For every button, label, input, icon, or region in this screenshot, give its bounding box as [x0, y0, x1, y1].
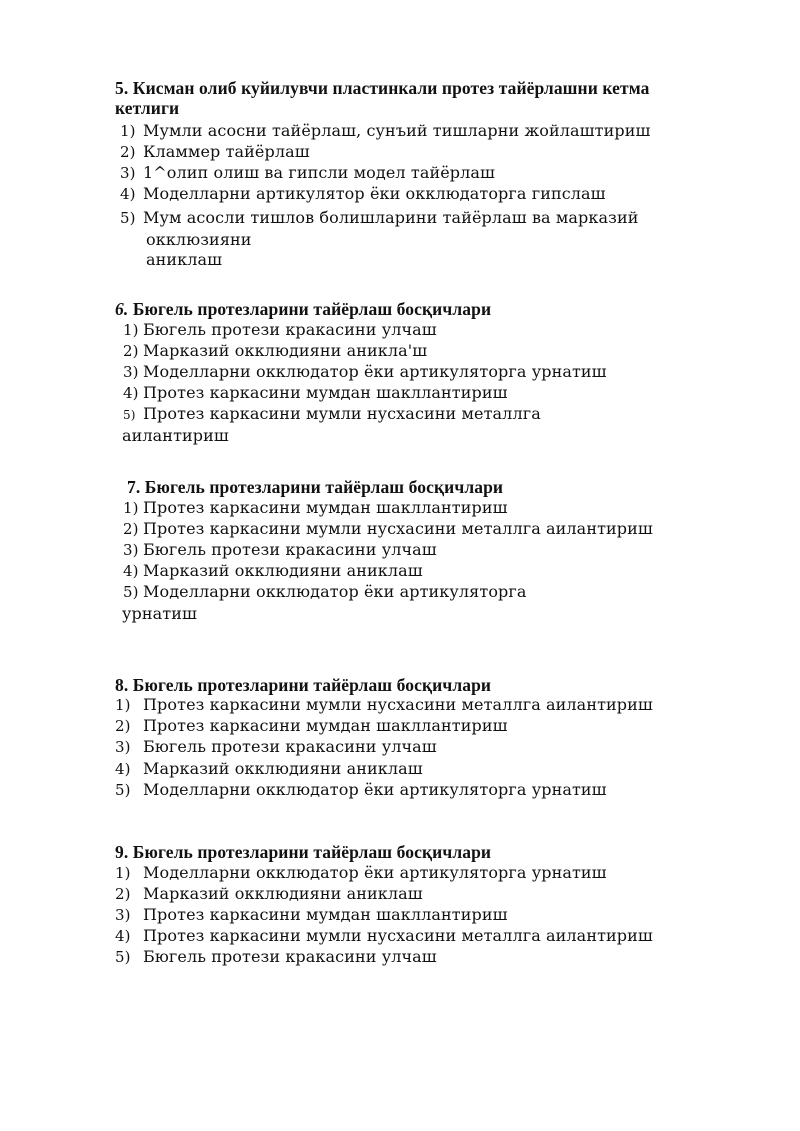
- list-item-continuation: аилантириш: [122, 426, 229, 445]
- list-item: 5) Моделларни окклюдатор ёки артикуляторга урнатиш: [115, 780, 607, 799]
- list-item: 3) Моделларни окклюдатор ёки артикуляторга урнатиш: [123, 362, 607, 381]
- list-item: 2) Кламмер тайёрлаш: [120, 142, 310, 161]
- list-item: 4) Протез каркасини мумли нусхасини металлга аилантириш: [115, 926, 653, 945]
- list-item: 5) Бюгель протези кракасини улчаш: [115, 947, 437, 966]
- list-item: 3) Бюгель протези кракасини улчаш: [115, 737, 437, 756]
- list-item: 4) Марказий окклюдияни аниклаш: [115, 759, 423, 778]
- list-item: 3) Бюгель протези кракасини улчаш: [123, 540, 437, 559]
- list-item: 2) Протез каркасини мумли нусхасини металлга аилантириш: [123, 519, 653, 538]
- question-9-title: 9. Бюгель протезларини тайёрлаш босқичлари: [115, 842, 492, 862]
- list-item: 3) Протез каркасини мумдан шакллантириш: [115, 905, 508, 924]
- list-item: 5) Мум асосли тишлов болишларини тайёрлаш ва марказий: [120, 208, 639, 227]
- list-item: 1) Моделларни окклюдатор ёки артикуляторга урнатиш: [115, 863, 607, 882]
- list-item: 2) Протез каркасини мумдан шакллантириш: [115, 716, 508, 735]
- list-item: 4) Протез каркасини мумдан шакллантириш: [123, 383, 508, 402]
- list-item: 5) Моделларни окклюдатор ёки артикуляторга: [123, 582, 527, 601]
- list-item-continuation: окклюзияни: [146, 230, 252, 249]
- list-item-continuation: урнатиш: [122, 604, 197, 623]
- list-item: 2) Марказий окклюдияни аниклаш: [115, 884, 423, 903]
- list-item: 4) Моделларни артикулятор ёки окклюдаторга гипслаш: [120, 184, 606, 203]
- list-item: 2) Марказий окклюдияни аникла'ш: [123, 341, 428, 360]
- list-item-continuation: аниклаш: [146, 250, 223, 269]
- list-item: 3) 1^олип олиш ва гипсли модел тайёрлаш: [120, 163, 496, 182]
- list-item: 4) Марказий окклюдияни аниклаш: [123, 561, 423, 580]
- list-item: 1) Протез каркасини мумдан шакллантириш: [123, 498, 508, 517]
- question-6-title: 6. Бюгель протезларини тайёрлаш босқичлари: [115, 299, 492, 319]
- list-item: 5) Протез каркасини мумли нусхасини металлга: [123, 404, 541, 423]
- question-7-title: 7. Бюгель протезларини тайёрлаш босқичлари: [127, 477, 504, 497]
- question-5-title-line2: кетлиги: [115, 98, 180, 118]
- list-item: 1) Бюгель протези кракасини улчаш: [123, 320, 437, 339]
- question-8-title: 8. Бюгель протезларини тайёрлаш босқичлари: [115, 675, 492, 695]
- list-item: 1) Мумли асосни тайёрлаш, сунъий тишларни жойлаштириш: [120, 121, 651, 140]
- list-item: 1) Протез каркасини мумли нусхасини металлга аилантириш: [115, 695, 653, 714]
- question-5-title-line1: 5. Кисман олиб куйилувчи пластинкали протез тайёрлашни кетма: [115, 78, 650, 98]
